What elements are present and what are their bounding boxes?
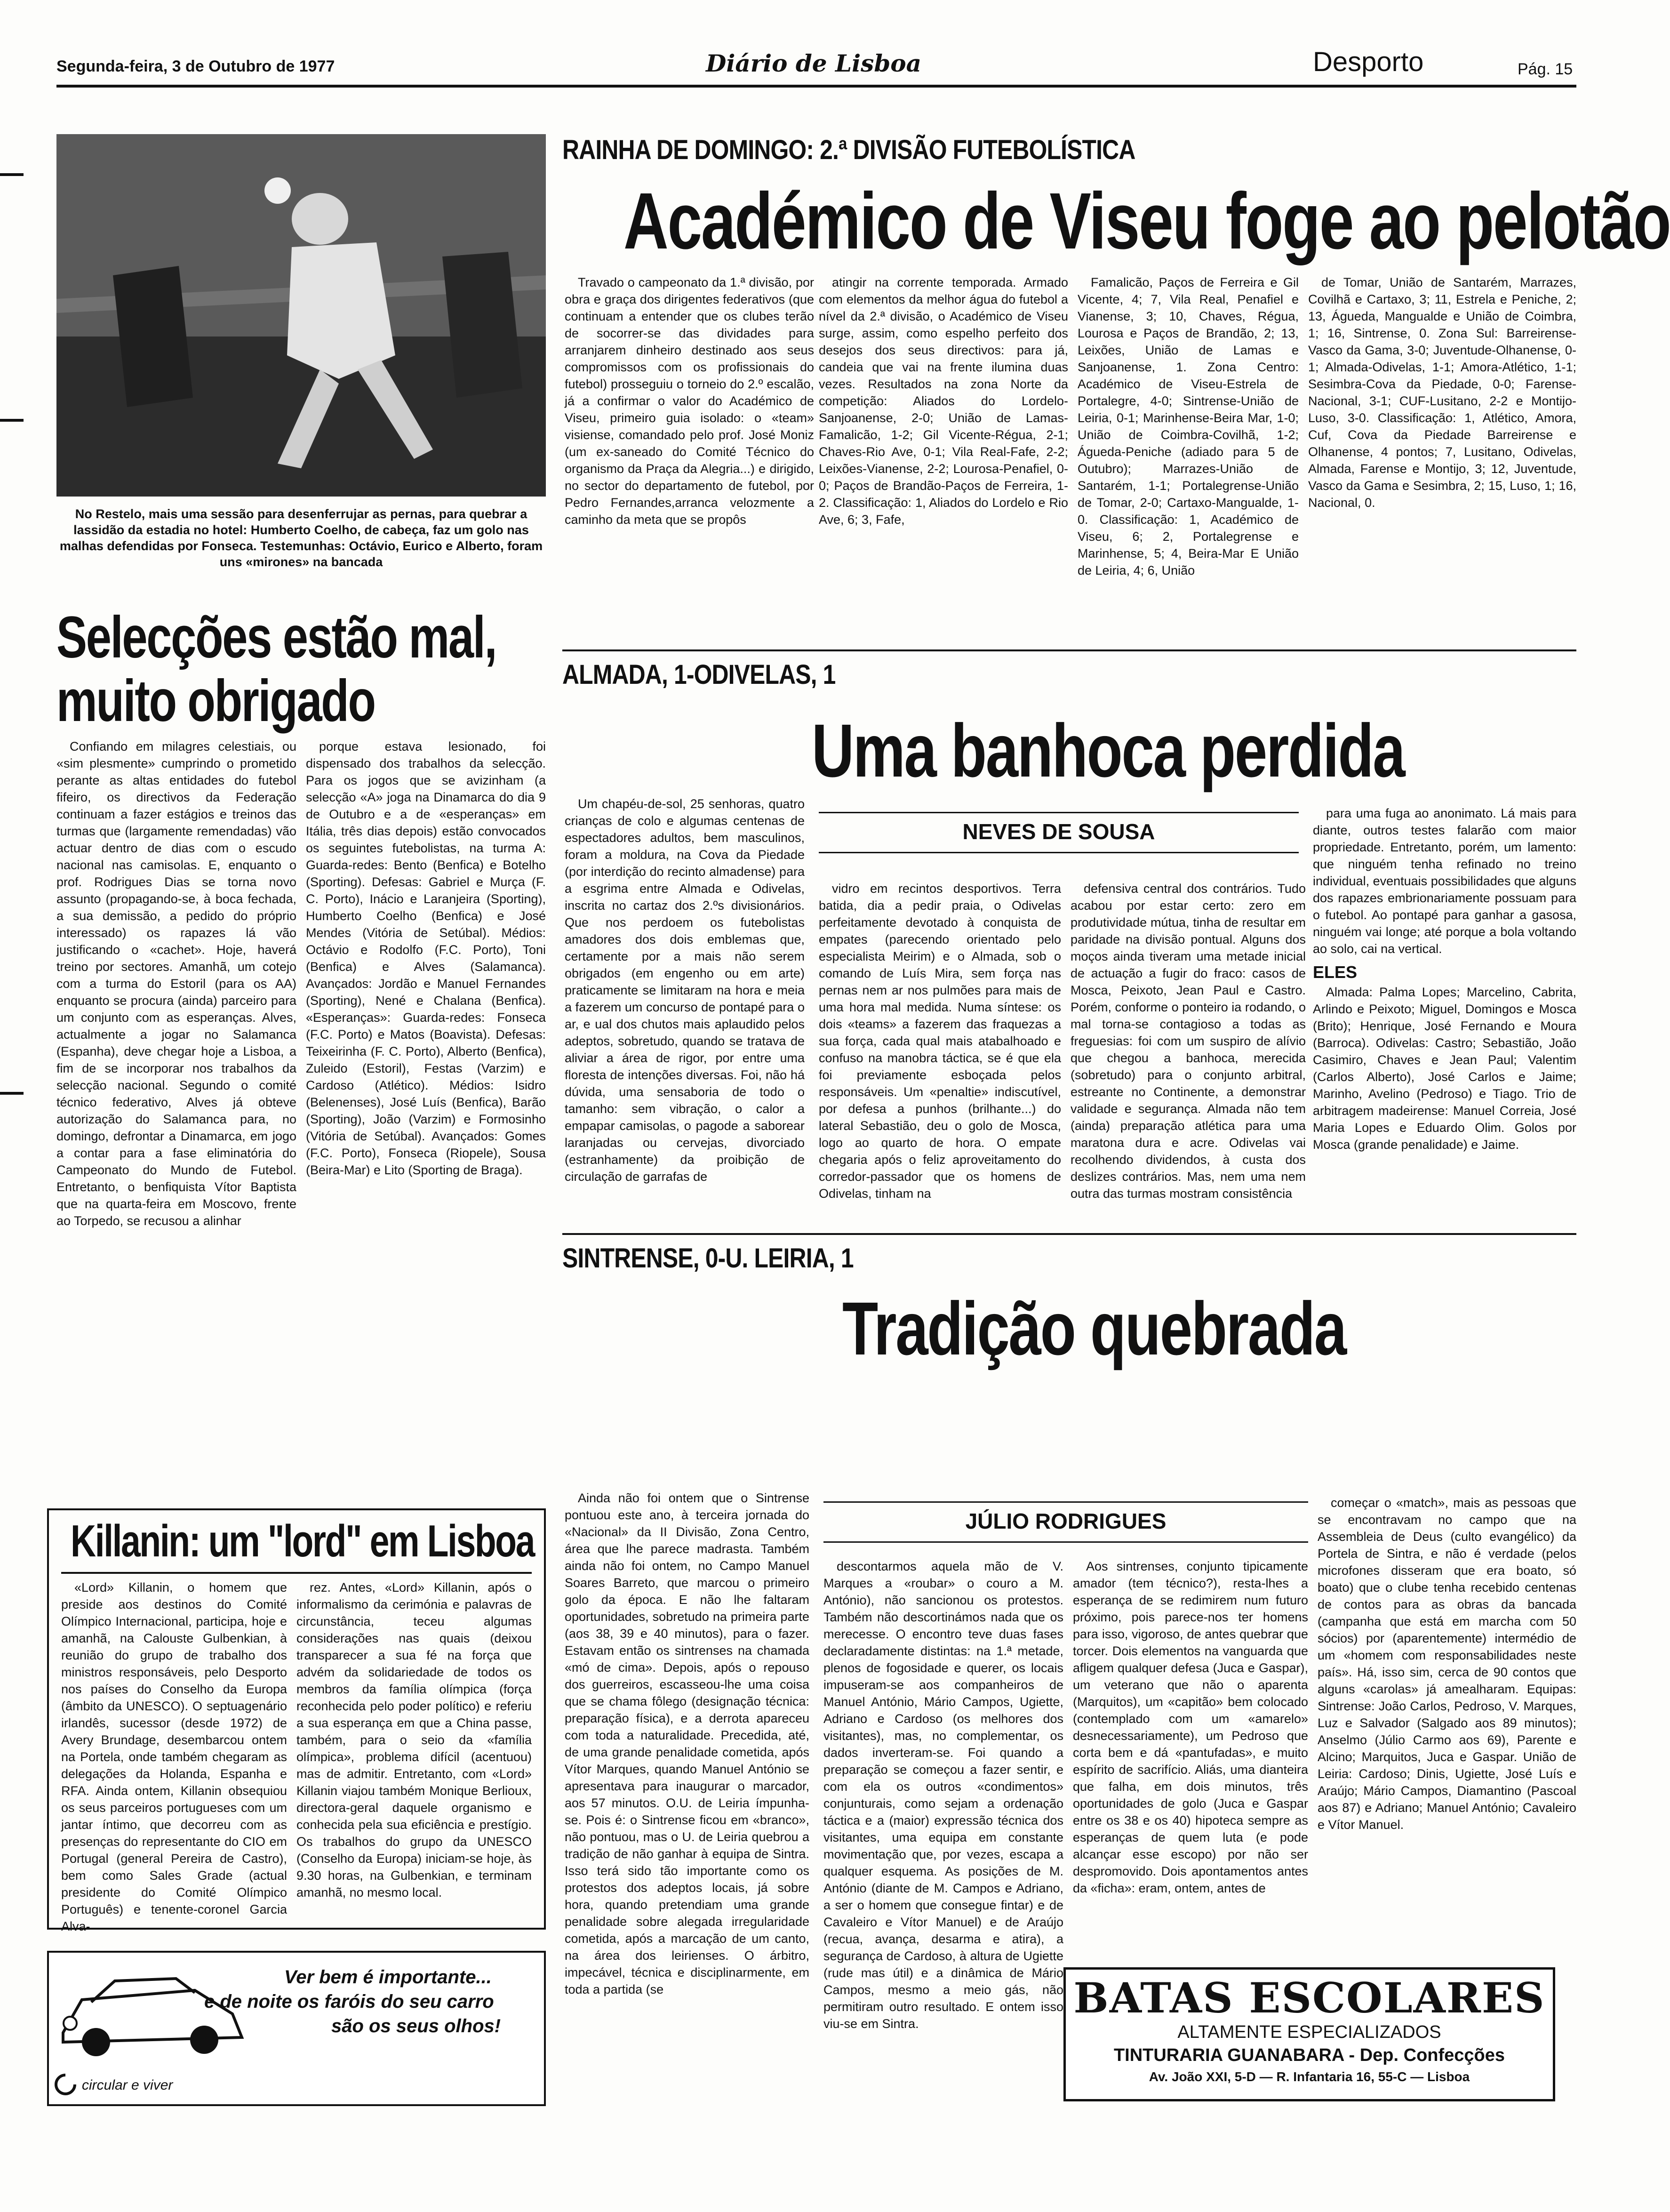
byline-rule [819, 852, 1299, 853]
batas-subtitle: ALTAMENTE ESPECIALIZADOS [1177, 2022, 1441, 2042]
article1-col-3 [1078, 274, 1299, 646]
byline-rule [819, 812, 1299, 813]
article1-text-2: atingir na corrente temporada. Armado com elementos da melhor água do futebol a nível da 2.ª divisão, o Académico de Viseu surge, assim, como espelho perfeito dos desejos dos seus directivos: para já, candeia que vai na frente ilumina duas vezes. Resultados na zona Norte da competição: Aliados do Lordelo-Sanjoanense, 2-0; União de Lamas-Famalicão, 1-2; Gil Vicente-Régua, 2-1; Chaves-Rio Ave, 0-1; Vila Real-Fafe, 2-2; Leixões-Vianense, 2-2; Lourosa-Penafiel, 0-0; Paços de Brandão-Paços de Ferreira, 1-2. Classificação: 1, Aliados do Lordelo e Rio Ave, 6; 3, Fafe, [819, 275, 1068, 527]
article1-col-1 [565, 274, 814, 646]
football-photo [56, 134, 546, 497]
batas-address: Av. João XXI, 5-D — R. Infantaria 16, 55-C — Lisboa [1149, 2069, 1470, 2084]
article4-text-2: rez. Antes, «Lord» Killanin, após o informalismo da cerimónia e palavras de circunstância, teceu algumas considerações nas quais (deixou transparecer a sua fé na força que advém da solidariedade de todos os membros da família olímpica (força reconhecida pelo poder político) e referiu a sua esperança em que a China passe, também, para o seio da «família olímpica», problema difícil (acentuou) mas de admitir. Entretanto, com «Lord» Killanin viajou também Monique Berlioux, directora-geral daquele organismo e conhecida pela sua eficiência e prestígio. Os trabalhos do grupo da UNESCO (Conselho da Europa) iniciam-se hoje, às 9.30 horas, na Gulbenkian, e terminam amanhã, no mesmo local. [296, 1580, 532, 1899]
article5-col-1 [565, 1490, 809, 2097]
article3-text-4: para uma fuga ao anonimato. Lá mais para diante, outros testes falarão com maior propriedade. Entretanto, porém, um lamento: que ninguém tenha refinado no treino individual, eventuais possibilidades que alguns dos rapazes embrionariamente possuam para o futebol. Ao pontapé para ganhar a gasosa, ninguém vai longe; até porque a bola voltando ao solo, cai na vertical. [1313, 806, 1576, 956]
article1-text-4: de Tomar, União de Santarém, Marrazes, Covilhã e Cartaxo, 3; 11, Estrela e Peniche, 2; 13, Águeda, Mangualde e União de Coimbra, 1; 16, Sintrense, 0. Zona Sul: Barreirense-Vasco da Gama, 3-0; Juventude-Olhanense, 0-1; Almada-Odivelas, 1-1; Amora-Atlético, 1-1; Sesimbra-Cova da Piedade, 0-0; Farense-Nacional, 3-1; CUF-Lusitano, 2-2 e Montijo-Luso, 3-0. Classificação: 1, Atlético, Amora, Cuf, Cova da Piedade Barreirense e Olhanense, 4 pontos; 7, Lusitano, Odivelas, Almada, Farense e Montijo, 3; 12, Juventude, Vasco da Gama e Sesimbra, 2; 15, Luso, 1; 16, Nacional, 0. [1308, 275, 1576, 510]
car-ad-line1: Ver bem é importante... [284, 1967, 492, 1988]
margin-mark [0, 173, 24, 176]
article4-headline: Killanin: um "lord" em Lisboa [71, 1516, 534, 1566]
article5-text-2: descontarmos aquela mão de V. Marques a «roubar» o couro a M. António), não sancionou os protestos. Também não descortinámos nada que os merecesse. O encontro teve duas fases declaradamente distintas: na 1.ª metade, plenos de fogosidade e querer, os locais impuseram-se aos companheiros de Manuel António, Mário Campos, Ugiette, Adriano e Cardoso (os melhores dos visitantes), mas, no complementar, os dados inverteram-se. Foi quando a preparação se começou a fazer sentir, e com ela os outros «condimentos» conjunturais, como sejam a ordenação táctica e a (maior) expressão técnica dos visitantes, uma equipa em constante movimentação que, por vezes, escapa a qualquer esquema. As posições de M. António (diante de M. Campos e Adriano, a ser o homem que consegue fintar) e de Cavaleiro e Vítor Manuel) e de Araújo (recua, avança, desarma e atira), a segurança de Cardoso, à altura de Ugiette (rude mas útil) e a dinâmica de Mário Campos, mesmo a meio gás, não permitiram outro resultado. E ontem isso viu-se em Sintra. [823, 1559, 1063, 2031]
article5-col-4 [1318, 1494, 1576, 1996]
batas-ad [1063, 1967, 1555, 2101]
article3-text-3: defensiva central dos contrários. Tudo acabou por estar certo: zero em produtividade mútua, tinha de resultar em paridade na divisão pontual. Alguns dos moços ainda tiveram uma metade inicial de actuação a fugir do fraco: casos de Mosca, Peixoto, Jean Paul e Castro. Porém, conforme o ponteiro ia rodando, o mal torna-se contagioso a todas as freguesias: foi com um suspiro de alívio que chegou a banhoca, merecida (sobretudo) para o conjunto arbitral, estreante no Continente, a demonstrar validade e segurança. Almada não tem (ainda) preparação atlética para uma maratona dura e acre. Odivelas vai recolhendo dividendos, à custa dos deslizes contrários. Mas, nem uma nem outra das turmas mostram consistência [1071, 882, 1306, 1201]
article3-byline: NEVES DE SOUSA [962, 819, 1155, 844]
article3-text-1: Um chapéu-de-sol, 25 senhoras, quatro crianças de colo e algumas centenas de espectadores adultos, bem masculinos, foram a moldura, na Cova da Piedade (por interdição do recinto almadense) para a esgrima entre Almada e Odivelas, inscrita no cartaz dos 2.ºs divisionários. Que nos perdoem os futebolistas amadores dos dois emblemas que, certamente por a mais não serem obrigados (em engenho ou em arte) praticamente se limitaram na hora e meia a fazerem um concurso de pontapé para o ar, e ual dos chutos mais aplaudido pelos adeptos, sobretudo, quando se tratava de aliviar a área de rigor, por entre uma floresta de intenções diversas. Foi, não há dúvida, uma sensaboria de todo o tamanho: sem vibração, o calor a empapar camisolas, o pagode a saborear laranjadas ou cervejas, divorciado (estranhamente) da proibição de circulação de garrafas de [565, 797, 805, 1184]
article5-text-3: Aos sintrenses, conjunto tipicamente amador (tem técnico?), resta-lhes a esperança de se redimirem num futuro próximo, pois parece-nos ter homens para isso, vigoroso, de antes quebrar que torcer. Dois elementos na vanguarda que afligem qualquer defesa (Juca e Gaspar), um veterano que não o aparenta (Marquitos), um «capitão» bem colocado (contemplado com um «amarelo» desnecessariamente), um Pedroso que corta bem e dá «pantufadas», e muito espírito de sacrifício. Aliás, uma dianteira que falha, em dois minutos, três oportunidades de golo (Juca e Gaspar entre os 38 e os 40) hipoteca sempre as esperanças de quem luta (e pode alcançar esse escopo) por não ser despromovido. Dois apontamentos antes da «ficha»: eram, ontem, antes de [1073, 1559, 1308, 1895]
batas-company: TINTURARIA GUANABARA - Dep. Confecções [1113, 2045, 1505, 2065]
article2-col-2 [306, 738, 546, 1493]
car-ad-logo: circular e viver [82, 2077, 173, 2093]
eles-title: ELES [1313, 962, 1358, 982]
byline-rule [823, 1501, 1308, 1503]
header-date: Segunda-feira, 3 de Outubro de 1977 [56, 57, 335, 75]
article5-col-2 [823, 1558, 1063, 2097]
article2-headline-line1: Selecções estão mal, [56, 605, 496, 670]
article5-text-4: começar o «match», mais as pessoas que se encontravam no campo que na Assembleia de Deus (culto evangélico) da Portela de Sintra, e não é verdade (pelos microfones disseram que era boato, só boato) que o clube tenha recebido centenas de contos para as obras da bancada (campanha que está em marcha com 50 sócios) por (aparentemente) intermédio de um «homem com responsabilidades neste país». Há, isso sim, cerca de 90 contos que alguns «carolas» já amealharam. Equipas: Sintrense: João Carlos, Pedroso, V. Marques, Luz e Salvador (Salgado aos 89 minutos); Anselmo (Júlio Carmo aos 69), Parente e Alcino; Marquitos, Juca e Gaspar. União de Leiria: Cardoso; Dinis, Ugiette, José Luís e Araújo; Mário Campos, Diamantino (Pascoal aos 87) e Adriano; Manuel António; Cavaleiro e Vítor Manuel. [1318, 1496, 1576, 1832]
page-number: Pág. 15 [1518, 60, 1573, 78]
article2-text-1: Confiando em milagres celestiais, ou «sim plesmente» cumprindo o prometido perante as altas entidades do futebol fifeiro, os directivos da Federação continuam a fazer estágios e treinos das turmas que (largamente remendadas) vão actuar dentro de dias com o escudo nacional nas camisolas. E, enquanto o prof. Rodrigues Dias se torna novo assunto (propagando-se, à boca fechada, a sua demissão, a pedido do próprio interessado) os rapazes lá vão justificando o «cachet». Hoje, haverá treino por sectores. Amanhã, um cotejo com a turma do Estoril (para os AA) enquanto se procura (ainda) parceiro para um conjunto com as esperanças. Alves, actualmente a jogar no Salamanca (Espanha), deve chegar hoje a Lisboa, a fim de se incorporar nos trabalhos da selecção nacional. Segundo o comité técnico federativo, Alves já obteve autorização do Salamanca para, no domingo, defrontar a Dinamarca, em jogo a contar para a fase eliminatória do Campeonato do Mundo de Futebol. Entretanto, o benfiquista Vítor Baptista que na quarta-feira em Moscovo, frente ao Torpedo, se recusou a alinhar [56, 739, 296, 1228]
article1-text-3: Famalicão, Paços de Ferreira e Gil Vicente, 4; 7, Vila Real, Penafiel e Vianense, 3; 10, Chaves, Régua, Lourosa e Paços de Brandão, 2; 13, Leixões, União de Lamas e Sanjoanense, 1. Zona Centro: Académico de Viseu-Estrela de Portalegre, 4-0; Sintrense-União de Leiria, 0-1; Marinhense-Beira Mar, 1-0; União de Coimbra-Covilhã, 1-2; Águeda-Peniche (adiado para 5 de Outubro); Marrazes-União de Santarém, 1-1; Portalegrense-União de Tomar, 2-0; Cartaxo-Mangualde, 1-0. Classificação: 1, Académico de Viseu, 6; 2, Portalegrense e Marinhense, 5; 4, Beira-Mar E União de Leiria, 4; 6, União [1078, 275, 1299, 577]
article3-headline: Uma banhoca perdida [812, 708, 1405, 793]
article3-text-2: vidro em recintos desportivos. Terra batida, dia a pedir praia, o Odivelas perfeitamente devotado à conquista de empates (parecendo orientado pelo especialista Meirim) e o Almada, sob o comando de Luís Mira, sem força nas pernas nem ar nos pulmões para mais de uma hora mal medida. Numa síntese: os dois «teams» a fazerem das fraquezas a sua força, cada qual mais atabalhoado e confuso na manobra táctica, se é que ela foi previamente esboçada pelos responsáveis. Um «penaltie» indiscutível, por defesa a punhos (brilhante...) do lateral Sebastião, deu o golo de Mosca, logo ao quarto de hora. O empate chegaria após o feliz aproveitamento do corredor-passador que os homens de Odivelas, tinham na [819, 882, 1061, 1201]
circular-logo-icon [54, 2073, 77, 2096]
article5-kicker: SINTRENSE, 0-U. LEIRIA, 1 [562, 1243, 854, 1274]
article5-headline: Tradição quebrada [842, 1286, 1346, 1370]
article2-col-1 [56, 738, 296, 1493]
car-ad-line2: e de noite os faróis do seu carro [204, 1991, 494, 2012]
article3-col-2 [819, 880, 1061, 1210]
margin-mark [0, 419, 24, 422]
photo-illustration [56, 134, 546, 497]
eles-text: Almada: Palma Lopes; Marcelino, Cabrita, Arlindo e Peixoto; Miguel, Domingos e Mosca (Brito); Henrique, José Fernando e Moura (Barroca). Odivelas: Castro; Sebastião, João Casimiro, Chaves e Jean Paul; Valentim (Carlos Alberto), José Carlos e Jaime; Marinho, Avelino (Pedroso) e Tiago. Trio de arbitragem madeirense: Manuel Correia, José Maria Lopes e Eduardo Olim. Golos por Mosca (grande penalidade) e Jaime. [1313, 985, 1576, 1152]
batas-title: BATAS ESCOLARES [1073, 1973, 1545, 2022]
masthead: Diário de Lisboa [706, 49, 922, 77]
article1-text-1: Travado o campeonato da 1.ª divisão, por obra e graça dos dirigentes federativos (que continuam a entender que os clubes terão de socorrer-se das dividades para arranjarem dinheiro destinado aos seus compromissos com os profissionais do futebol) prosseguiu o torneio do 2.º escalão, já a confirmar o valor do Académico de Viseu, primeiro guia isolado: o «team» visiense, comandado pelo prof. José Moniz (um ex-saneado do Comité Técnico do organismo da Praça da Alegria...) e dirigido, no sector do departamento de futebol, por Pedro Fernandes,arranca velozmente a caminho da meta que se propôs [565, 275, 814, 527]
section-rule [562, 649, 1576, 651]
article3-col-3 [1071, 880, 1306, 1210]
section-title: Desporto [1313, 47, 1424, 77]
article3-kicker: ALMADA, 1-ODIVELAS, 1 [562, 659, 836, 690]
article5-byline: JÚLIO RODRIGUES [965, 1509, 1167, 1533]
car-ad-line3: são os seus olhos! [331, 2016, 501, 2036]
margin-mark [0, 1092, 24, 1095]
article2-headline-line2: muito obrigado [56, 668, 375, 734]
section-rule [562, 1233, 1576, 1235]
article2-text-2: porque estava lesionado, foi dispensado dos trabalhos da selecção. Para os jogos que se avizinham (a selecção «A» joga na Dinamarca do dia 9 de Outubro e a de «esperanças» em Itália, três dias depois) estão convocados os seguintes futebolistas, na turma A: Guarda-redes: Bento (Benfica) e Botelho (Sporting). Defesas: Gabriel e Murça (F. C. Porto), Inácio e Laranjeira (Sporting), Humberto Coelho (Benfica) e José Mendes (Vitória de Setúbal). Médios: Octávio e Rodolfo (F.C. Porto), Toni (Benfica) e Alves (Salamanca). Avançados: Jordão e Manuel Fernandes (Sporting), Nené e Chalana (Benfica). «Esperanças»: Guarda-redes: Fonseca (F.C. Porto) e Matos (Boavista). Defesas: Teixeirinha (F. C. Porto), Alberto (Benfica), Zuleido (Estoril), Festas (Varzim) e Cardoso (Atlético). Médios: Isidro (Belenenses), José Luís (Benfica), Barão (Sporting), João (Varzim) e Formosinho (Vitória de Setúbal). Avançados: Gomes (F.C. Porto), Fonseca (Riopele), Sousa (Beira-Mar) e Lito (Sporting de Braga). [306, 739, 546, 1177]
header-rule [56, 85, 1576, 88]
car-ad [47, 1951, 546, 2106]
byline-rule [823, 1541, 1308, 1543]
article1-col-4 [1308, 274, 1576, 646]
article5-text-1: Ainda não foi ontem que o Sintrense pontuou este ano, à terceira jornada do «Nacional» da II Divisão, Zona Centro, área que lhe parece madrasta. Também ainda não foi ontem, no Campo Manuel Soares Barreto, que marcou o primeiro golo da época. E não lhe faltaram oportunidades, sobretudo na primeira parte (aos 38, 39 e 40 minutos), para o fazer. Estavam então os sintrenses na chamada «mó de cima». Depois, após o repouso dos guerreiros, escasseou-lhe uma coisa que se chama fôlego (designação técnica: preparação física), e a derrota apareceu com toda a naturalidade. Precedida, até, de uma grande penalidade cometida, após Vítor Marques, quando Manuel António se apresentava para inaugurar o marcador, aos 57 minutos. O.U. de Leiria ímpunha-se. Pois é: o Sintrense ficou em «branco», não pontuou, mas o U. de Leiria quebrou a tradição de não ganhar à equipa de Sintra. Isso terá sido tão importante como os protestos dos adeptos locais, já sobre hora, quando pretendiam uma grande penalidade sobre alegada irregularidade cometida, após a marcação de um canto, na área dos leirienses. O árbitro, impecável, técnica e disciplinarmente, em toda a partida (se [565, 1491, 809, 1996]
photo-caption: No Restelo, mais uma sessão para desenferrujar as pernas, para quebrar a lassidão da estadia no hotel: Humberto Coelho, de cabeça, faz um golo nas malhas defendidas por Fonseca. Testemunhas: Octávio, Eurico e Alberto, foram uns «mirones» na bancada [59, 507, 543, 569]
car-icon [54, 1962, 251, 2066]
article3-col-1 [565, 795, 805, 1210]
article3-col-4 [1313, 805, 1576, 1210]
article4-col-1 [61, 1579, 287, 1933]
article4-text-1: «Lord» Killanin, o homem que preside aos destinos do Comité Olímpico Internacional, participa, hoje e amanhã, na Calouste Gulbenkian, à reunião do grupo de trabalho dos ministros responsáveis, pelo Desporto nos países do Conselho da Europa (âmbito da UNESCO). O septuagenário irlandês, sucessor (desde 1972) de Avery Brundage, desembarcou ontem na Portela, onde também chegaram as delegações da Holanda, Espanha e RFA. Ainda ontem, Killanin obsequiou os seus parceiros portugueses com um jantar íntimo, que decorreu com as presenças do representante do CIO em Portugal (general Pereira de Castro), bem como Sales Grade (actual presidente do Comité Olímpico Português) e tenente-coronel Garcia Alva- [61, 1580, 287, 1933]
article1-col-2 [819, 274, 1068, 646]
killanin-rule [61, 1572, 532, 1574]
article1-kicker: RAINHA DE DOMINGO: 2.ª DIVISÃO FUTEBOLÍSTICA [562, 135, 1135, 165]
article1-headline: Académico de Viseu foge ao pelotão [623, 176, 1670, 266]
article4-col-2 [296, 1579, 532, 1923]
